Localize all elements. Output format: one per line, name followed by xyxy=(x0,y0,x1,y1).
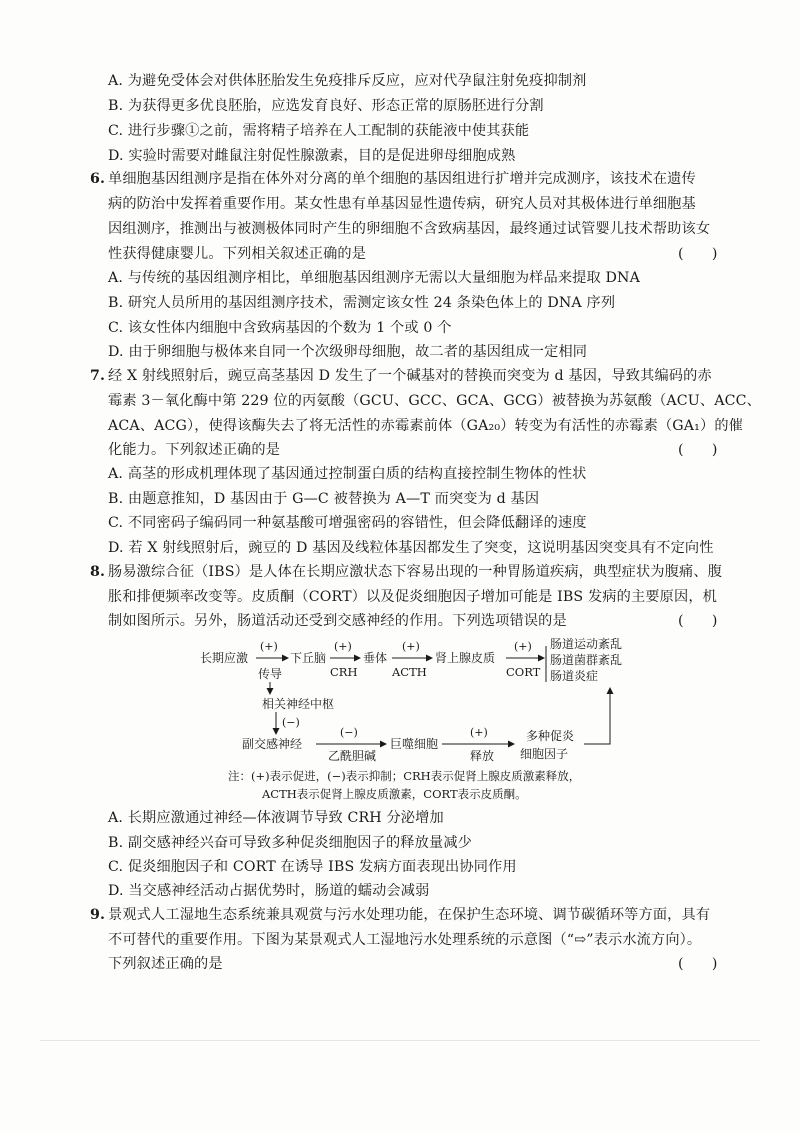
node-parasympathetic: 副交感神经 xyxy=(242,737,303,751)
label-plus: (+) xyxy=(260,640,278,653)
q7-stem-line: ACA、ACG），使得该酶失去了将无活性的赤霉素前体（GA₂₀）转变为有活性的赤霉素（GA₁）的催 xyxy=(108,418,744,434)
q7-stem-line: 霉素 3－氧化酶中第 229 位的丙氨酸（GCU、GCC、GCA、GCG）被替换为苏氨酸（ACU、ACC、 xyxy=(108,393,761,409)
label-conduct: 传导 xyxy=(258,667,283,681)
outcome-flora: 肠道菌群紊乱 xyxy=(550,653,623,667)
q8-answer-paren: ( ) xyxy=(678,613,718,629)
q6-stem-line: 因组测序，推测出与被测极体同时产生的卵细胞不含致病基因，最终通过试管婴儿技术帮助该女 xyxy=(108,221,711,237)
q7-option-c: C. 不同密码子编码同一种氨基酸可增强密码的容错性，但会降低翻译的速度 xyxy=(108,515,587,531)
q6-option-d: D. 由于卵细胞与极体来自同一个次级卵母细胞，故二者的基因组成一定相同 xyxy=(108,344,588,360)
q5-option-d: D. 实验时需要对雌鼠注射促性腺激素，目的是促进卵母细胞成熟 xyxy=(108,148,516,164)
node-adrenal-cortex: 肾上腺皮质 xyxy=(435,651,496,665)
q8-stem-line: 胀和排便频率改变等。皮质酮（CORT）以及促炎细胞因子增加可能是 IBS 发病的主要原因，机 xyxy=(108,589,717,605)
page-bottom-divider xyxy=(40,1040,760,1041)
label-minus: (−) xyxy=(282,716,300,729)
outcome-inflammation: 肠道炎症 xyxy=(550,669,599,683)
node-macrophage: 巨噬细胞 xyxy=(390,737,439,751)
q8-stem-line: 肠易激综合征（IBS）是人体在长期应激状态下容易出现的一种胃肠道疾病，典型症状为腹痛、腹 xyxy=(108,564,723,580)
q7-number: 7. xyxy=(90,368,106,384)
label-cort: CORT xyxy=(506,665,541,679)
q6-stem-line: 单细胞基因组测序是指在体外对分离的单个细胞的基因组进行扩增并完成测序，该技术在遗传 xyxy=(108,171,696,187)
arrow-cytokine-gut xyxy=(584,688,610,744)
q6-option-b: B. 研究人员所用的基因组测序技术，需测定该女性 24 条染色体上的 DNA 序列 xyxy=(108,295,616,311)
q8-option-d: D. 当交感神经活动占据优势时，肠道的蠕动会减弱 xyxy=(108,883,430,899)
q6-stem-line: 病的防治中发挥着重要作用。某女性患有单基因显性遗传病，研究人员对其极体进行单细胞基 xyxy=(108,196,696,212)
q8-stem-line: 制如图所示。另外，肠道活动还受到交感神经的作用。下列选项错误的是 xyxy=(108,613,567,629)
node-cytokine-line2: 细胞因子 xyxy=(520,747,569,761)
q9-stem-line: 下列叙述正确的是 xyxy=(108,956,223,972)
q5-option-a: A. 为避免受体会对供体胚胎发生免疫排斥反应，应对代孕鼠注射免疫抑制剂 xyxy=(108,73,587,89)
label-plus: (+) xyxy=(402,640,420,653)
q5-option-b: B. 为获得更多优良胚胎，应选发育良好、形态正常的原肠胚进行分割 xyxy=(108,98,544,114)
label-release: 释放 xyxy=(470,749,495,763)
diagram-note-line: ACTH表示促肾上腺皮质激素，CORT表示皮质酮。 xyxy=(262,787,527,801)
q7-stem-line: 经 X 射线照射后，豌豆高茎基因 D 发生了一个碱基对的替换而突变为 d 基因，导致其编码的赤 xyxy=(108,368,712,384)
q9-stem-line: 景观式人工湿地生态系统兼具观赏与污水处理功能，在保护生态环境、调节碳循环等方面，具有 xyxy=(108,907,711,923)
label-plus: (+) xyxy=(334,640,352,653)
q8-number: 8. xyxy=(90,564,106,580)
node-pituitary: 垂体 xyxy=(363,651,388,665)
q7-option-d: D. 若 X 射线照射后，豌豆的 D 基因及线粒体基因都发生了突变，这说明基因突变具有不定向性 xyxy=(108,540,714,556)
label-crh: CRH xyxy=(330,665,358,679)
label-plus: (+) xyxy=(470,726,488,739)
q6-answer-paren: ( ) xyxy=(678,246,718,262)
q9-answer-paren: ( ) xyxy=(678,956,718,972)
label-ach: 乙酰胆碱 xyxy=(328,749,377,763)
outcome-motility: 肠道运动紊乱 xyxy=(550,637,623,651)
q7-option-b: B. 由题意推知，D 基因由于 G—C 被替换为 A—T 而突变为 d 基因 xyxy=(108,491,540,507)
q7-option-a: A. 高茎的形成机理体现了基因通过控制蛋白质的结构直接控制生物体的性状 xyxy=(108,466,587,482)
label-acth: ACTH xyxy=(392,665,427,679)
diagram-note-line: 注：(+)表示促进，(−)表示抑制；CRH表示促肾上腺皮质激素释放， xyxy=(228,769,581,783)
q9-stem-line: 不可替代的重要作用。下图为某景观式人工湿地污水处理系统的示意图（“⇨”表示水流方向）。 xyxy=(108,932,702,948)
node-stress: 长期应激 xyxy=(200,651,249,665)
q6-option-c: C. 该女性体内细胞中含致病基因的个数为 1 个或 0 个 xyxy=(108,320,452,336)
q7-stem-line: 化能力。下列叙述正确的是 xyxy=(108,442,281,458)
label-minus: (−) xyxy=(340,726,358,739)
q6-option-a: A. 与传统的基因组测序相比，单细胞基因组测序无需以大量细胞为样品来提取 DNA xyxy=(108,270,640,286)
node-hypothalamus: 下丘脑 xyxy=(290,651,327,665)
node-nerve-center: 相关神经中枢 xyxy=(262,697,335,711)
q8-option-c: C. 促炎细胞因子和 CORT 在诱导 IBS 发病方面表现出协同作用 xyxy=(108,859,517,875)
q9-number: 9. xyxy=(90,907,106,923)
node-cytokine-line1: 多种促炎 xyxy=(526,729,575,743)
ibs-mechanism-diagram xyxy=(180,636,640,766)
q7-answer-paren: ( ) xyxy=(678,442,718,458)
q6-number: 6. xyxy=(90,171,106,187)
q8-option-b: B. 副交感神经兴奋可导致多种促炎细胞因子的释放量减少 xyxy=(108,835,472,851)
q6-stem-line: 性获得健康婴儿。下列相关叙述正确的是 xyxy=(108,246,367,262)
label-plus: (+) xyxy=(514,640,532,653)
q8-option-a: A. 长期应激通过神经—体液调节导致 CRH 分泌增加 xyxy=(108,810,444,826)
q5-option-c: C. 进行步骤①之前，需将精子培养在人工配制的获能液中使其获能 xyxy=(108,123,530,139)
